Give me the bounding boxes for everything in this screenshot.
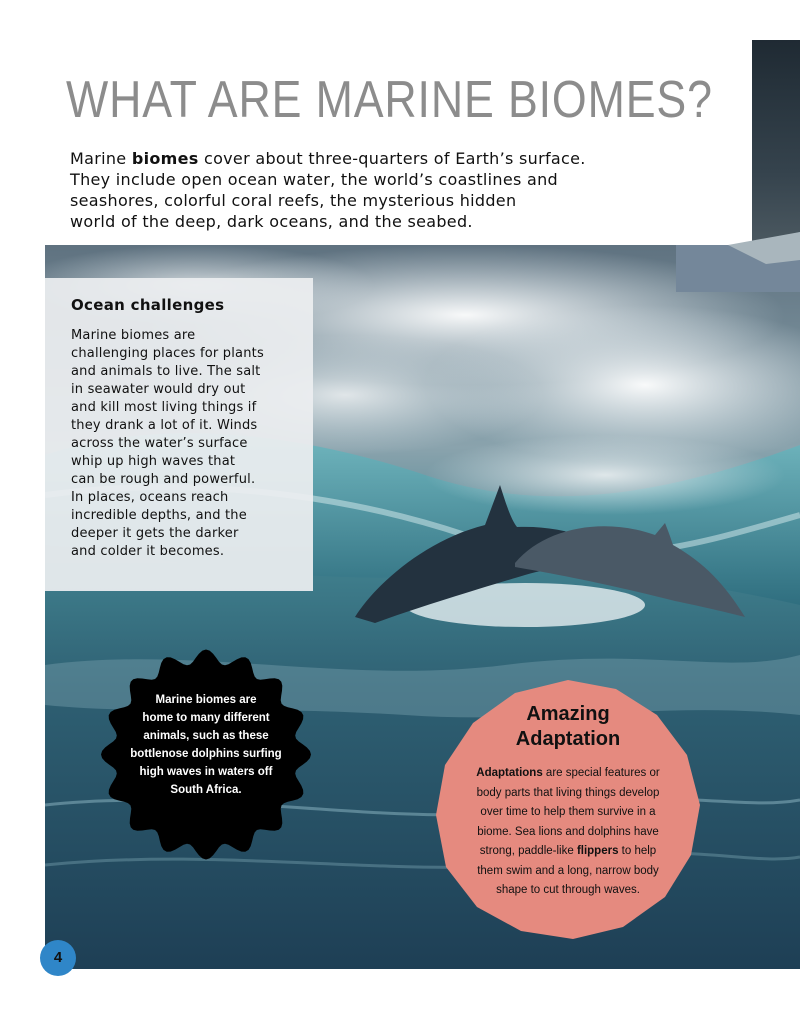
- adaptation-line: biome. Sea lions and dolphins have: [477, 825, 659, 838]
- ocean-challenges-text: [71, 327, 307, 561]
- adaptation-line: body parts that living things develop: [476, 786, 660, 799]
- corner-photo-notch: [676, 232, 800, 292]
- page-number-badge: 4: [40, 940, 76, 976]
- ocean-challenges-box: [45, 278, 313, 591]
- intro-line: world of the deep, dark oceans, and the seabed.: [70, 212, 473, 231]
- caption-line: bottlenose dolphins surfing: [130, 748, 282, 760]
- adaptation-keyword: Adaptations: [476, 767, 543, 779]
- adaptation-text: [458, 764, 678, 901]
- caption-line: animals, such as these: [143, 730, 269, 742]
- page-title: WHAT ARE MARINE BIOMES?: [66, 71, 713, 129]
- caption-line: home to many different: [142, 712, 270, 724]
- intro-line: They include open ocean water, the world’s coastlines and: [70, 170, 559, 189]
- sidebar-line: they drank a lot of it. Winds: [71, 418, 258, 433]
- sidebar-line: whip up high waves that: [71, 454, 236, 469]
- sidebar-line: In places, oceans reach: [71, 490, 229, 505]
- adaptation-title-line: Amazing: [526, 703, 610, 725]
- sidebar-line: can be rough and powerful.: [71, 472, 256, 487]
- adaptation-line: over time to help them survive in a: [480, 806, 656, 818]
- caption-line: South Africa.: [170, 784, 242, 796]
- caption-line: high waves in waters off: [139, 766, 273, 778]
- adaptation-title: [433, 702, 703, 752]
- sidebar-line: Marine biomes are: [71, 328, 196, 343]
- sidebar-line: and kill most living things if: [71, 400, 257, 415]
- adaptation-line: Adaptations are special features or: [476, 767, 660, 779]
- adaptation-title-line: Adaptation: [515, 728, 621, 750]
- adaptation-line: shape to cut through waves.: [496, 884, 640, 896]
- intro-line: Marine biomes cover about three-quarters of Earth’s surface.: [70, 149, 586, 168]
- intro-keyword: biomes: [131, 149, 199, 168]
- sidebar-line: challenging places for plants: [71, 346, 264, 361]
- amazing-adaptation-blob: [433, 677, 703, 942]
- adaptation-line: strong, paddle-like flippers to help: [479, 845, 657, 857]
- sidebar-line: incredible depths, and the: [71, 508, 247, 523]
- ocean-challenges-heading: Ocean challenges: [71, 296, 225, 314]
- intro-paragraph: [70, 148, 750, 232]
- sidebar-line: and colder it becomes.: [71, 544, 225, 559]
- photo-caption-blob: [97, 647, 315, 862]
- adaptation-keyword: flippers: [576, 845, 619, 857]
- sidebar-line: and animals to live. The salt: [71, 364, 261, 379]
- sidebar-line: deeper it gets the darker: [71, 526, 239, 541]
- sidebar-line: in seawater would dry out: [71, 382, 246, 397]
- photo-caption: [117, 691, 295, 799]
- corner-photo-graphic: [676, 232, 800, 292]
- adaptation-line: them swim and a long, narrow body: [477, 864, 659, 877]
- caption-line: Marine biomes are: [155, 694, 257, 706]
- sidebar-line: across the water’s surface: [71, 436, 248, 451]
- intro-line: seashores, colorful coral reefs, the mysterious hidden: [70, 191, 517, 210]
